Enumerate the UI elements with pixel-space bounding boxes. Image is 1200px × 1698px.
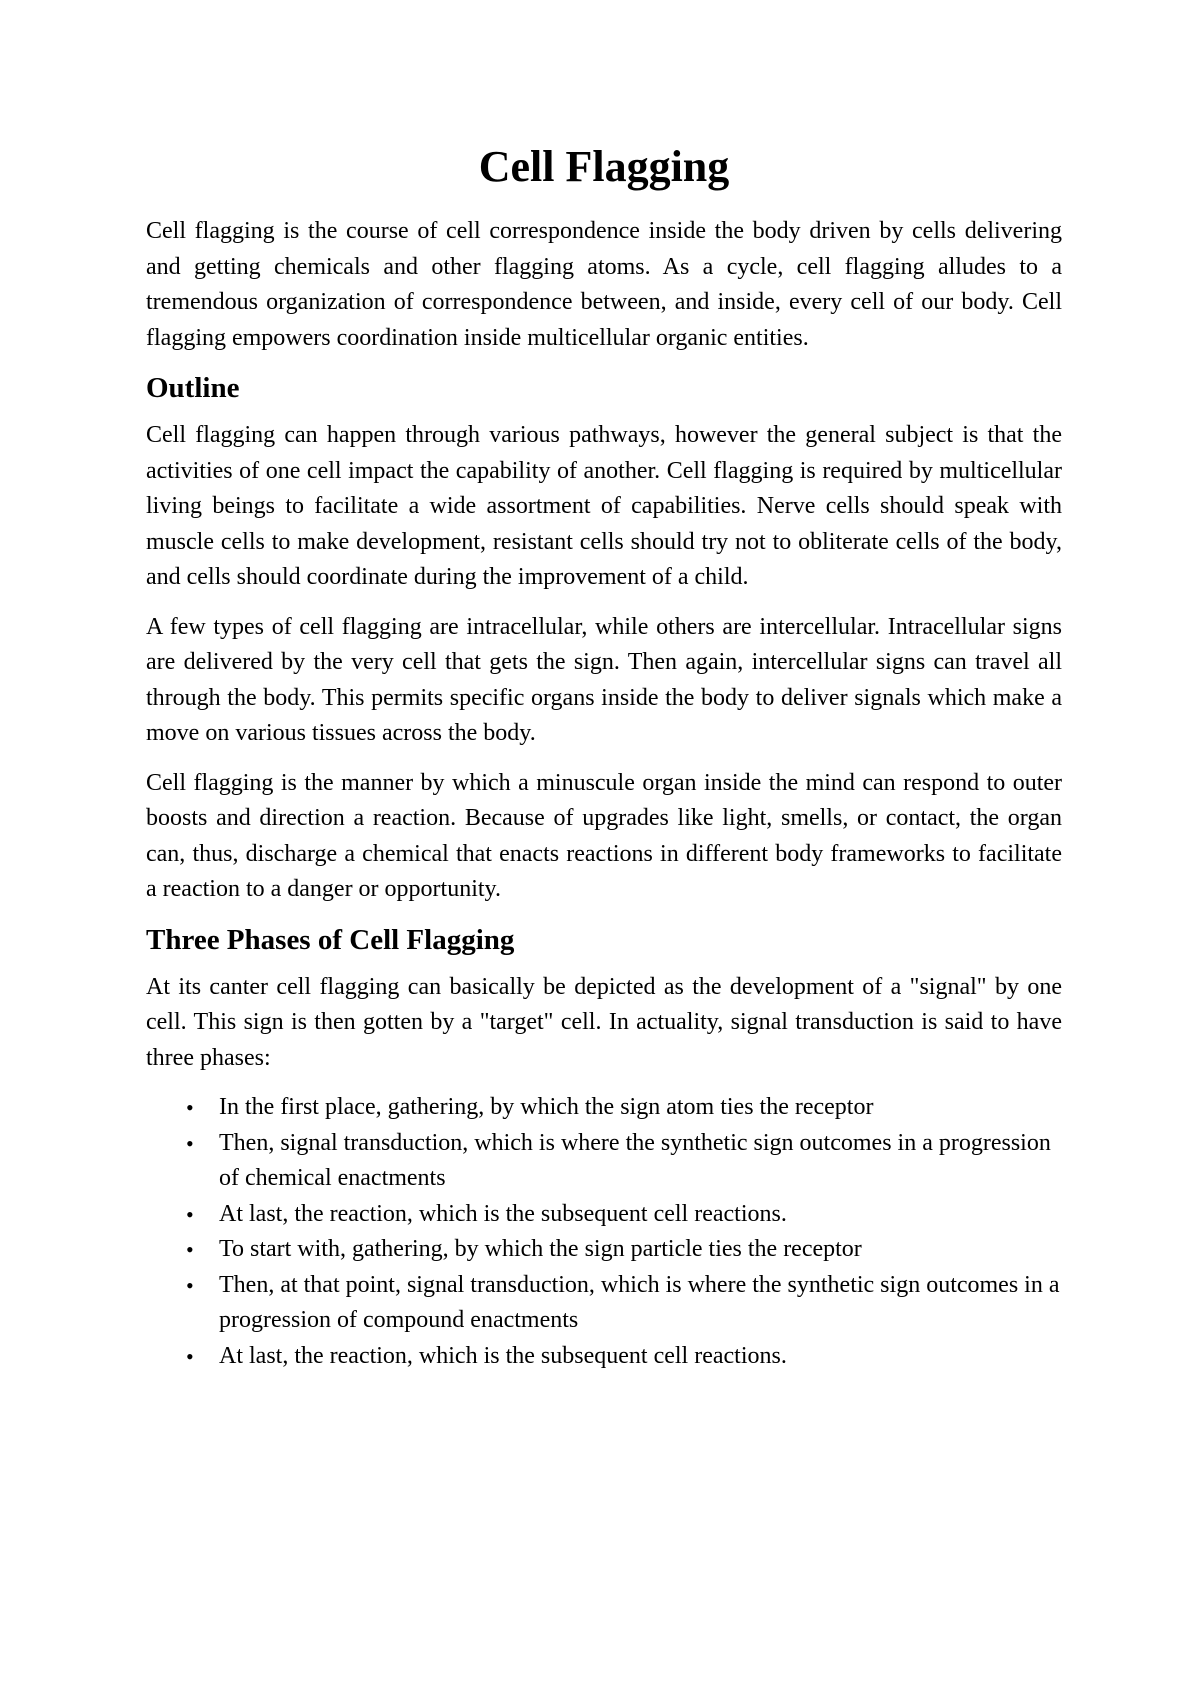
list-item-text: Then, signal transduction, which is where the synthetic sign outcomes in a progression of chemical enactments [219, 1129, 1051, 1191]
bullet-icon: • [186, 1272, 194, 1298]
outline-paragraph-2: A few types of cell flagging are intracellular, while others are intercellular. Intracellular signs are delivered by the very cell that gets the sign. Then again, intercellular signs can travel all through the body. This permits specific organs inside the body to deliver signals which make a move on various tissues across the body. [146, 613, 1062, 746]
intro-paragraph: Cell flagging is the course of cell correspondence inside the body driven by cells delivering and getting chemicals and other flagging atoms. As a cycle, cell flagging alludes to a tremendous organization of correspondence between, and inside, every cell of our body. Cell flagging empowers coordination inside multicellular organic entities. [146, 218, 1062, 351]
page-title: Cell Flagging [478, 142, 730, 191]
list-item [146, 1197, 1062, 1233]
bullet-icon: • [186, 1095, 194, 1120]
list-item-text: At last, the reaction, which is the subsequent cell reactions. [219, 1200, 787, 1227]
list-item [146, 1090, 1062, 1126]
list-item-text: To start with, gathering, by which the sign particle ties the receptor [219, 1236, 862, 1262]
phases-heading: Three Phases of Cell Flagging [146, 923, 515, 956]
bullet-icon: • [186, 1343, 194, 1369]
outline-paragraph-1: Cell flagging can happen through various pathways, however the general subject is that the activities of one cell impact the capability of another. Cell flagging is required by multicellular living beings to facilitate a wide assortment of capabilities. Nerve cells should speak with muscle cells to make development, resistant cells should try not to obliterate cells of the body, and cells should coordinate during the improvement of a child. [146, 422, 1062, 590]
outline-paragraph-3: Cell flagging is the manner by which a minuscule organ inside the mind can respond to outer boosts and direction a reaction. Because of upgrades like light, smells, or contact, the organ can, thus, discharge a chemical that enacts reactions in different body frameworks to facilitate a reaction to a danger or opportunity. [146, 769, 1062, 902]
bullet-icon: • [186, 1237, 194, 1262]
bullet-icon: • [186, 1130, 194, 1156]
list-item [146, 1232, 1062, 1268]
list-item [146, 1339, 1062, 1375]
list-item-text: In the first place, gathering, by which the sign atom ties the receptor [219, 1094, 874, 1120]
list-item-text: At last, the reaction, which is the subsequent cell reactions. [219, 1342, 787, 1369]
bullet-icon: • [186, 1201, 194, 1227]
document-content [146, 140, 1062, 1374]
outline-heading: Outline [146, 372, 240, 404]
list-item [146, 1268, 1062, 1339]
phases-list [146, 1090, 1062, 1374]
list-item-text: Then, at that point, signal transduction, which is where the synthetic sign outcomes in a progression of compound enactments [219, 1271, 1060, 1333]
phases-paragraph: At its canter cell flagging can basically be depicted as the development of a "signal" by one cell. This sign is then gotten by a "target" cell. In actuality, signal transduction is said to have three phases: [146, 973, 1062, 1071]
list-item [146, 1126, 1062, 1197]
